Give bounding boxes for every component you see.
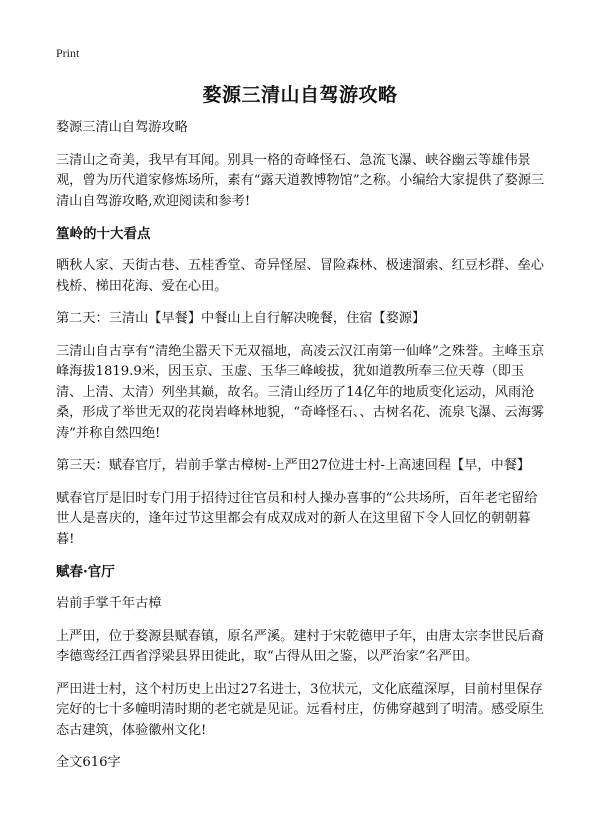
print-link[interactable]: Print bbox=[56, 46, 80, 60]
page-title: 婺源三清山自驾游攻略 bbox=[202, 84, 398, 106]
section-heading-huangling: 篁岭的十大看点 bbox=[56, 226, 151, 242]
section-subheading-camphor: 岩前手掌千年古樟 bbox=[56, 596, 162, 611]
section-heading-fuchun: 赋春·官厅 bbox=[56, 564, 115, 580]
day2-heading: 第二天：三清山【早餐】中餐山上自行解决晚餐，住宿【婺源】 bbox=[56, 311, 426, 326]
word-count: 全文616字 bbox=[56, 755, 121, 770]
intro-paragraph: 三清山之奇美，我早有耳闻。别具一格的奇峰怪石、急流飞瀑、峡谷幽云等雄伟景观，曾为历代道家修炼场所，素有“露天道教博物馆”之称。小编给大家提供了婺源三清山自驾游攻略,欢迎阅读和参考! bbox=[56, 152, 545, 209]
day2-paragraph: 三清山自古享有“清绝尘嚣天下无双福地，高凌云汉江南第一仙峰”之殊誉。主峰玉京峰海拔1819.9米，因玉京、玉虚、玉华三峰峻拔，犹如道教所奉三位天尊（即玉清、上清、太清）列坐其巅，故名。三清山经历了14亿年的地质变化运动，风雨沧桑，形成了举世无双的花岗岩峰林地貌，“奇峰怪石、、古树名花、流泉飞瀑、云海雾涛”并称自然四绝! bbox=[56, 343, 545, 441]
huangling-highlights-paragraph: 晒秋人家、天街古巷、五桂香堂、奇异怪屋、冒险森林、极速溜索、红豆杉群、垒心栈桥、梯田花海、爱在心田。 bbox=[56, 258, 544, 294]
yantian-paragraph: 严田进士村，这个村历史上出过27名进士，3位状元，文化底蕴深厚，目前村里保存完好的七十多幢明清时期的老宅就是见证。远看村庄，仿佛穿越到了明清。感受原生态古建筑，体验徽州文化! bbox=[56, 681, 544, 738]
day3-paragraph: 赋春官厅是旧时专门用于招待过往官员和村人操办喜事的“公共场所，百年老宅留给世人是喜庆的，逢年过节这里都会有成双成对的新人在这里留下令人回忆的朝朝暮暮! bbox=[56, 490, 538, 547]
article-body bbox=[56, 118, 546, 786]
article-subtitle: 婺源三清山自驾游攻略 bbox=[56, 120, 188, 135]
day3-heading: 第三天：赋春官厅，岩前手掌古樟树-上严田27位进士村-上高速回程【早，中餐】 bbox=[56, 458, 531, 473]
shangyantian-paragraph: 上严田，位于婺源县赋春镇，原名严溪。建村于宋乾德甲子年，由唐太宗李世民后裔李德鸾经江西省浮梁县界田徙此，取“占得从田之鉴，以严治家”名严田。 bbox=[56, 628, 544, 664]
